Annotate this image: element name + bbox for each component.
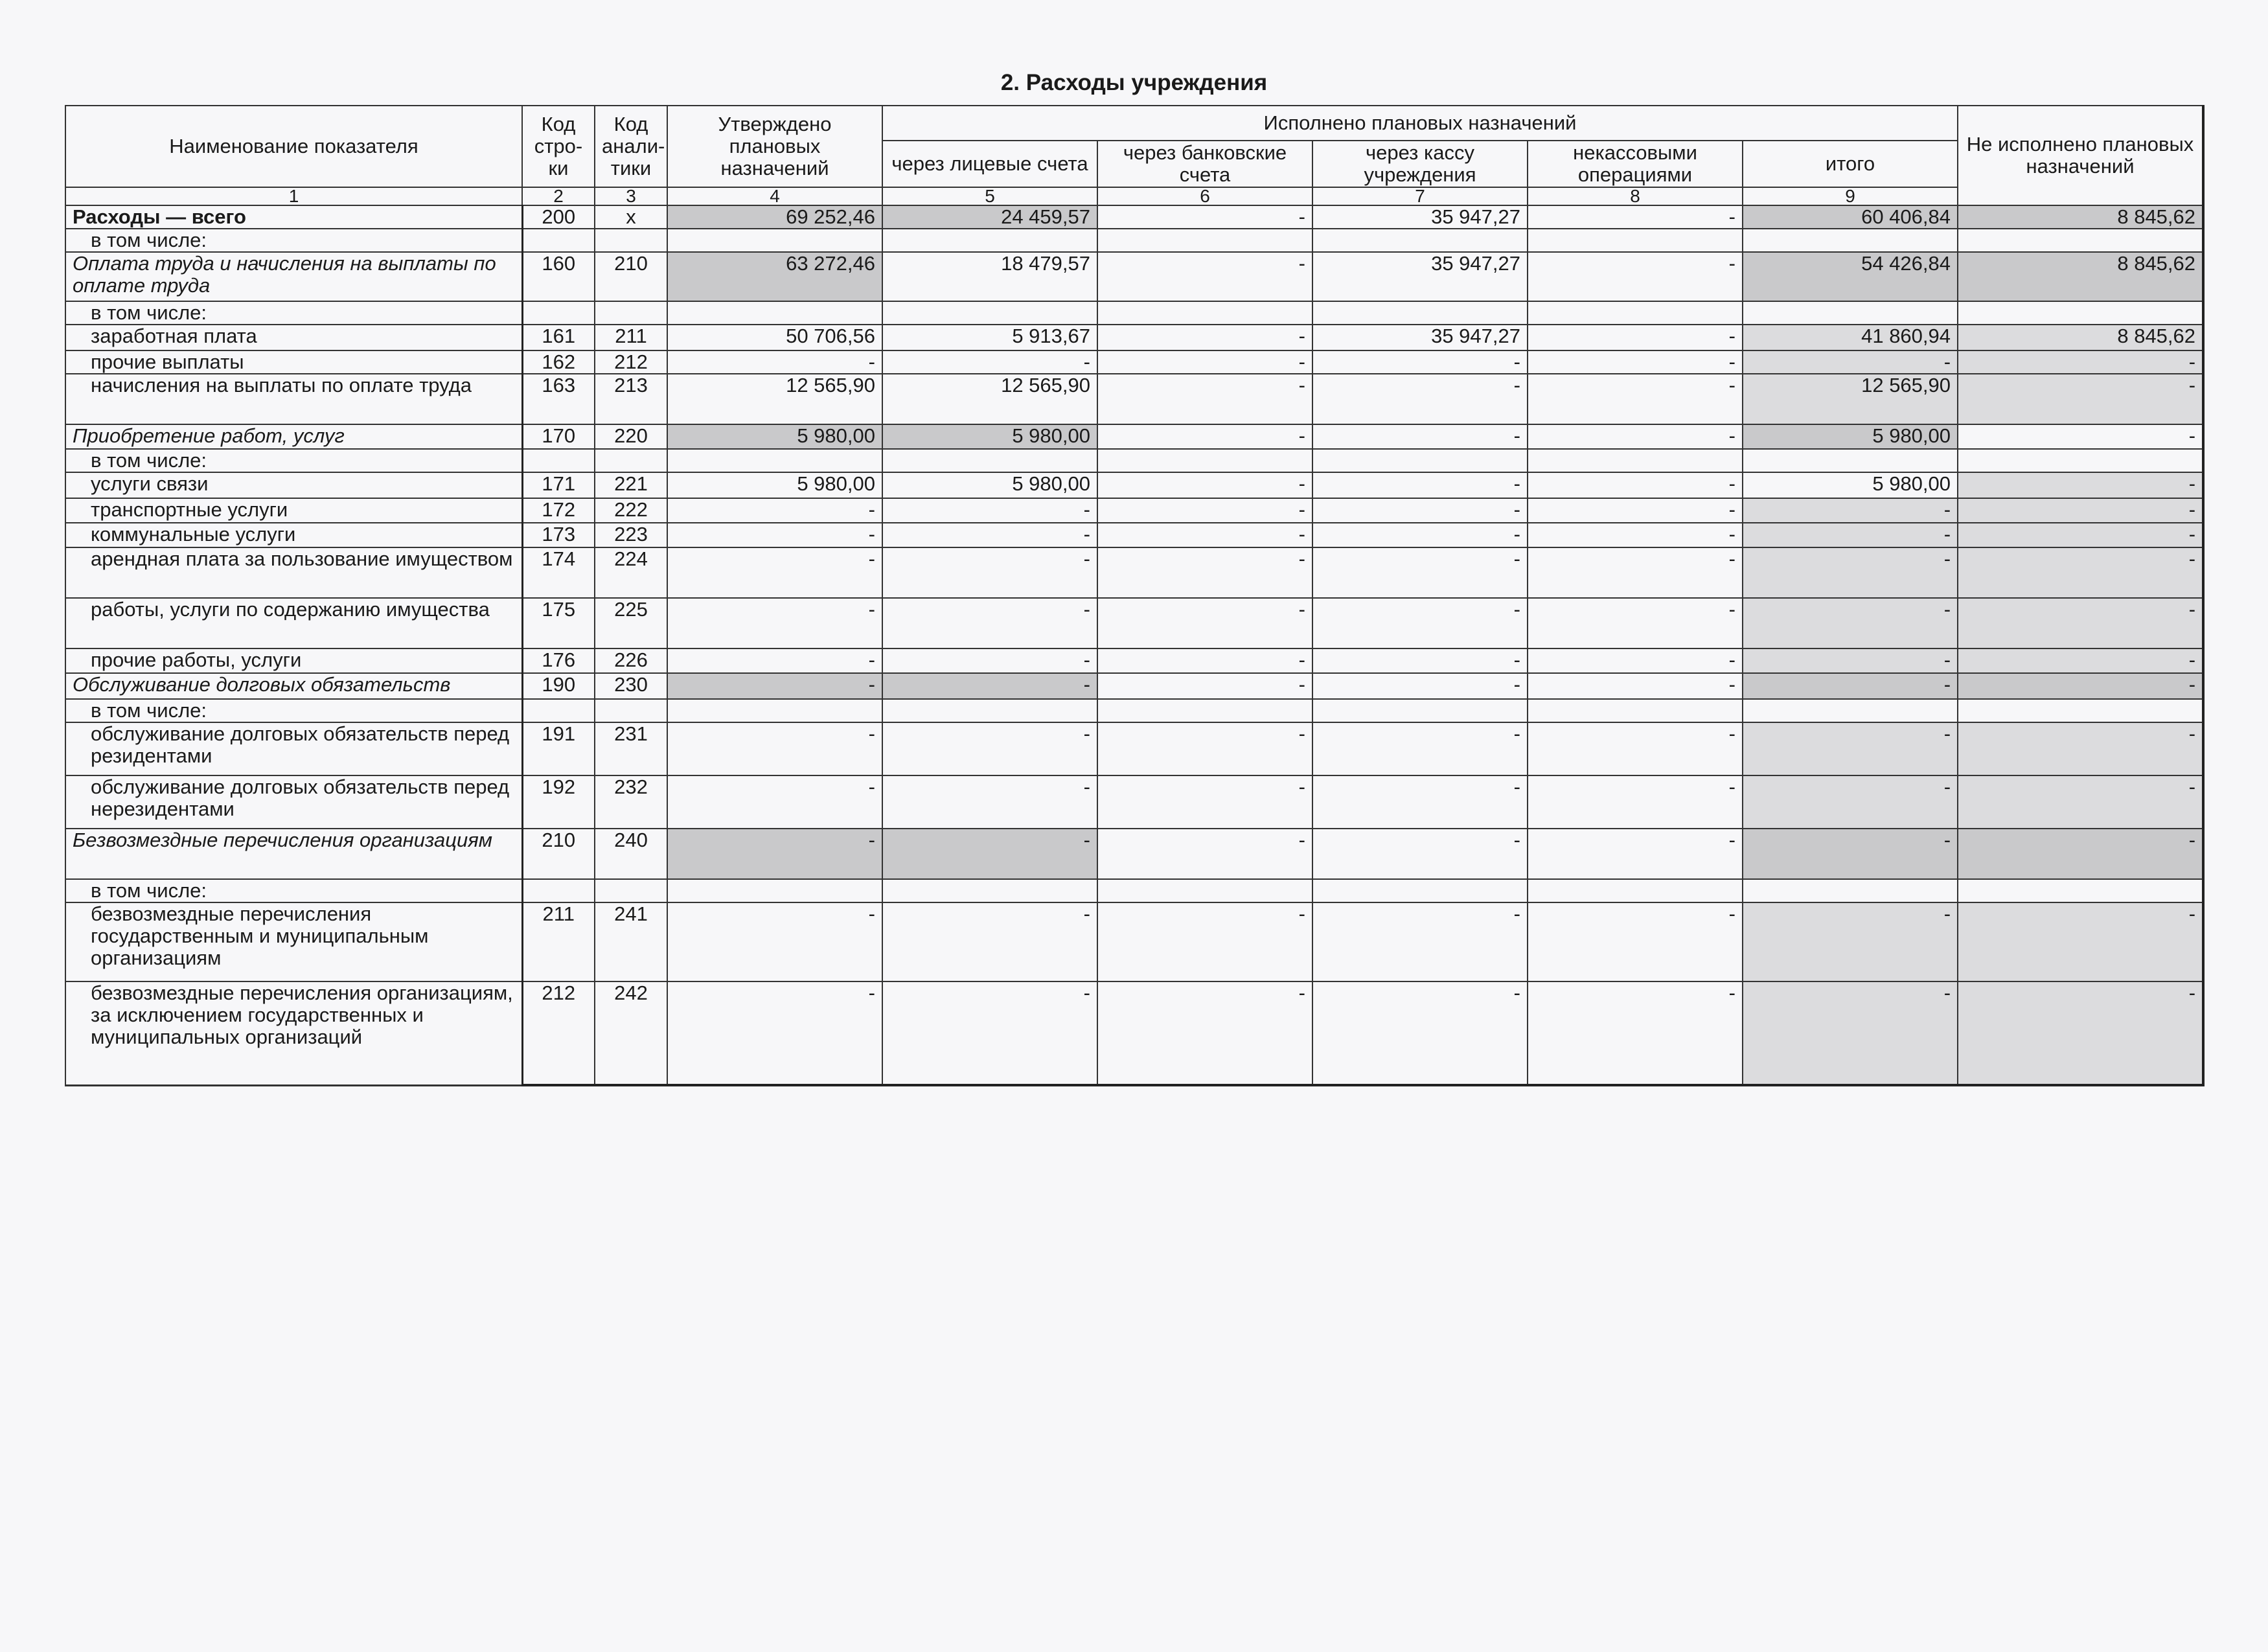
row-value-col8: - [1528,472,1743,498]
row-value-col5 [882,879,1097,902]
row-value-col4: - [667,648,882,673]
row-value-col9: 5 980,00 [1743,424,1958,449]
row-label: прочие работы, услуги [65,648,522,673]
row-value-col6 [1097,229,1312,252]
row-value-col4: 5 980,00 [667,472,882,498]
row-value-col9: - [1743,350,1958,374]
row-line-code: 212 [522,981,595,1085]
row-line-code [522,699,595,722]
header-via-personal: через лицевые счета [882,141,1097,187]
row-value-col4: - [667,523,882,547]
row-value-col7 [1312,879,1528,902]
row-value-col6: - [1097,523,1312,547]
row-value-col6: - [1097,722,1312,775]
table-row [65,902,2203,981]
table-row [65,775,2203,829]
row-line-code: 172 [522,498,595,523]
row-value-col9: - [1743,902,1958,981]
row-value-col10 [1958,301,2203,325]
row-label: обслуживание долговых обязательств перед резидентами [65,722,522,775]
row-value-col5: - [882,829,1097,879]
row-value-col9: - [1743,523,1958,547]
table-row [65,498,2203,523]
row-label: Расходы — всего [65,205,522,229]
row-value-col6: - [1097,902,1312,981]
row-value-col8: - [1528,547,1743,598]
col-number: 6 [1097,187,1312,205]
header-noncash: некассовыми операциями [1528,141,1743,187]
expenses-table [65,105,2205,1086]
table-row [65,301,2203,325]
row-line-code: 173 [522,523,595,547]
row-analytics-code: 225 [595,598,667,648]
row-analytics-code: 232 [595,775,667,829]
col-number: 1 [65,187,522,205]
row-value-col6: - [1097,205,1312,229]
row-value-col5: 24 459,57 [882,205,1097,229]
row-line-code [522,229,595,252]
row-value-col4 [667,229,882,252]
header-via-bank: через банковские счета [1097,141,1312,187]
row-value-col6: - [1097,374,1312,424]
row-value-col9: 41 860,94 [1743,325,1958,350]
row-value-col4: 12 565,90 [667,374,882,424]
row-value-col5: - [882,648,1097,673]
row-value-col4: - [667,598,882,648]
row-value-col10: - [1958,902,2203,981]
row-value-col4: - [667,902,882,981]
row-value-col5: 5 980,00 [882,472,1097,498]
row-line-code: 200 [522,205,595,229]
row-value-col9: 54 426,84 [1743,252,1958,301]
row-line-code: 176 [522,648,595,673]
row-analytics-code [595,699,667,722]
row-value-col6 [1097,879,1312,902]
row-value-col9: - [1743,648,1958,673]
row-line-code: 171 [522,472,595,498]
row-value-col4: - [667,775,882,829]
row-value-col8 [1528,879,1743,902]
row-value-col7: - [1312,350,1528,374]
header-executed: Исполнено плановых назначений [882,106,1958,141]
header-approved: Утверждено плановых назначений [667,106,882,187]
row-label: арендная плата за пользование имуществом [65,547,522,598]
row-value-col5: - [882,598,1097,648]
row-value-col5 [882,229,1097,252]
row-analytics-code: 241 [595,902,667,981]
row-label: прочие выплаты [65,350,522,374]
row-value-col10: - [1958,829,2203,879]
row-value-col5: 5 980,00 [882,424,1097,449]
row-value-col9: 12 565,90 [1743,374,1958,424]
row-analytics-code: 222 [595,498,667,523]
row-label: коммунальные услуги [65,523,522,547]
row-analytics-code: 226 [595,648,667,673]
row-value-col8 [1528,449,1743,472]
row-line-code: 160 [522,252,595,301]
row-value-col8 [1528,229,1743,252]
row-value-col7: 35 947,27 [1312,252,1528,301]
col-number: 8 [1528,187,1743,205]
row-line-code: 190 [522,673,595,699]
row-value-col5 [882,449,1097,472]
row-value-col5: - [882,722,1097,775]
row-value-col6: - [1097,252,1312,301]
row-value-col10: - [1958,498,2203,523]
row-line-code: 174 [522,547,595,598]
row-value-col7: - [1312,673,1528,699]
row-value-col8 [1528,699,1743,722]
page-title: 2. Расходы учреждения [1000,70,1268,95]
row-line-code [522,301,595,325]
table-row [65,523,2203,547]
row-analytics-code: 224 [595,547,667,598]
row-value-col4 [667,301,882,325]
col-number: 9 [1743,187,1958,205]
row-value-col8: - [1528,598,1743,648]
table-row [65,350,2203,374]
row-value-col10 [1958,449,2203,472]
row-label: в том числе: [65,699,522,722]
col-number: 7 [1312,187,1528,205]
row-analytics-code: 213 [595,374,667,424]
row-line-code: 161 [522,325,595,350]
row-label: в том числе: [65,879,522,902]
row-value-col5: 5 913,67 [882,325,1097,350]
row-value-col8: - [1528,205,1743,229]
row-line-code: 170 [522,424,595,449]
table-row [65,648,2203,673]
row-value-col8: - [1528,498,1743,523]
row-value-col8: - [1528,350,1743,374]
row-value-col4: 5 980,00 [667,424,882,449]
row-value-col8: - [1528,775,1743,829]
row-value-col10: 8 845,62 [1958,205,2203,229]
row-value-col5: - [882,498,1097,523]
table-row [65,598,2203,648]
row-value-col7 [1312,449,1528,472]
row-label: заработная плата [65,325,522,350]
row-value-col10: - [1958,722,2203,775]
row-value-col9: - [1743,981,1958,1085]
row-value-col10 [1958,699,2203,722]
row-value-col8: - [1528,252,1743,301]
header-name: Наименование показателя [65,106,522,187]
row-value-col4: - [667,350,882,374]
table-row [65,699,2203,722]
row-value-col8: - [1528,374,1743,424]
row-line-code: 211 [522,902,595,981]
row-value-col9 [1743,229,1958,252]
row-line-code: 163 [522,374,595,424]
row-value-col8: - [1528,648,1743,673]
row-value-col6: - [1097,775,1312,829]
row-analytics-code: 221 [595,472,667,498]
table-row [65,547,2203,598]
row-value-col9: - [1743,547,1958,598]
row-analytics-code: 210 [595,252,667,301]
row-value-col5 [882,301,1097,325]
table-row [65,325,2203,350]
row-value-col7: 35 947,27 [1312,205,1528,229]
row-value-col9: 60 406,84 [1743,205,1958,229]
row-value-col7: - [1312,981,1528,1085]
row-value-col7 [1312,301,1528,325]
row-value-col6: - [1097,547,1312,598]
col-number: 3 [595,187,667,205]
row-analytics-code: 230 [595,673,667,699]
row-value-col10: - [1958,523,2203,547]
row-value-col7: - [1312,902,1528,981]
row-value-col6: - [1097,472,1312,498]
row-value-col7: - [1312,598,1528,648]
row-analytics-code: 240 [595,829,667,879]
row-value-col7: - [1312,775,1528,829]
row-value-col7: - [1312,648,1528,673]
row-value-col4 [667,699,882,722]
table-row [65,879,2203,902]
row-value-col6: - [1097,498,1312,523]
row-value-col6: - [1097,829,1312,879]
row-analytics-code: 223 [595,523,667,547]
row-value-col10: 8 845,62 [1958,252,2203,301]
row-value-col4 [667,449,882,472]
row-value-col4: - [667,981,882,1085]
row-value-col4: 69 252,46 [667,205,882,229]
row-label: Обслуживание долговых обязательств [65,673,522,699]
row-value-col7: - [1312,374,1528,424]
row-label: в том числе: [65,229,522,252]
row-value-col5: - [882,902,1097,981]
row-value-col4: - [667,547,882,598]
row-value-col7: - [1312,498,1528,523]
row-value-col6 [1097,699,1312,722]
col-number: 4 [667,187,882,205]
row-value-col9: - [1743,829,1958,879]
row-value-col8: - [1528,523,1743,547]
col-number: 2 [522,187,595,205]
row-value-col10: - [1958,374,2203,424]
row-label: безвозмездные перечисления государственным и муниципальным организациям [65,902,522,981]
row-value-col9 [1743,699,1958,722]
row-value-col4: 50 706,56 [667,325,882,350]
row-value-col7: - [1312,829,1528,879]
row-value-col6: - [1097,350,1312,374]
row-value-col10: - [1958,472,2203,498]
header-code-analytics: Код анали-тики [595,106,667,187]
row-analytics-code [595,879,667,902]
row-value-col5: 12 565,90 [882,374,1097,424]
row-value-col10: - [1958,981,2203,1085]
table-row [65,374,2203,424]
row-analytics-code [595,449,667,472]
row-label: в том числе: [65,301,522,325]
row-value-col4: - [667,829,882,879]
table-row [65,673,2203,699]
row-value-col7 [1312,699,1528,722]
row-value-col10 [1958,229,2203,252]
row-value-col9: - [1743,498,1958,523]
row-value-col7: - [1312,547,1528,598]
row-value-col4: - [667,673,882,699]
row-label: транспортные услуги [65,498,522,523]
row-analytics-code [595,301,667,325]
row-value-col6 [1097,449,1312,472]
table-row [65,981,2203,1085]
row-value-col6 [1097,301,1312,325]
header-not-executed: Не исполнено плановых назначений [1958,106,2203,205]
row-label: обслуживание долговых обязательств перед нерезидентами [65,775,522,829]
row-value-col7: - [1312,472,1528,498]
row-value-col5: - [882,775,1097,829]
table-row [65,205,2203,229]
row-label: работы, услуги по содержанию имущества [65,598,522,648]
row-value-col10: - [1958,547,2203,598]
row-value-col5: - [882,981,1097,1085]
row-analytics-code: 220 [595,424,667,449]
row-line-code: 191 [522,722,595,775]
row-value-col6: - [1097,598,1312,648]
row-value-col8: - [1528,902,1743,981]
row-value-col6: - [1097,325,1312,350]
row-value-col5: - [882,547,1097,598]
row-line-code: 175 [522,598,595,648]
row-value-col10: - [1958,648,2203,673]
row-analytics-code: 242 [595,981,667,1085]
row-label: услуги связи [65,472,522,498]
header-via-cash: через кассу учреждения [1312,141,1528,187]
table-row [65,449,2203,472]
row-value-col5: - [882,523,1097,547]
row-label: безвозмездные перечисления организациям, за исключением государственных и муниципальных организаций [65,981,522,1085]
row-label: Безвозмездные перечисления организациям [65,829,522,879]
row-value-col7: - [1312,523,1528,547]
table-row [65,829,2203,879]
row-label: Оплата труда и начисления на выплаты по оплате труда [65,252,522,301]
row-value-col9: - [1743,673,1958,699]
row-value-col4: - [667,722,882,775]
row-value-col10: - [1958,775,2203,829]
row-value-col5: 18 479,57 [882,252,1097,301]
row-value-col7: 35 947,27 [1312,325,1528,350]
row-analytics-code: x [595,205,667,229]
col-number: 5 [882,187,1097,205]
row-value-col7: - [1312,722,1528,775]
row-label: в том числе: [65,449,522,472]
row-label: Приобретение работ, услуг [65,424,522,449]
header-code-line: Код стро-ки [522,106,595,187]
row-value-col5 [882,699,1097,722]
row-value-col10 [1958,879,2203,902]
row-label: начисления на выплаты по оплате труда [65,374,522,424]
row-value-col9 [1743,879,1958,902]
row-value-col6: - [1097,981,1312,1085]
table-row [65,424,2203,449]
row-value-col9: - [1743,775,1958,829]
row-value-col10: - [1958,424,2203,449]
row-value-col10: 8 845,62 [1958,325,2203,350]
row-value-col4: - [667,498,882,523]
row-value-col4: 63 272,46 [667,252,882,301]
row-value-col10: - [1958,598,2203,648]
row-value-col6: - [1097,424,1312,449]
table-row [65,722,2203,775]
row-value-col8: - [1528,424,1743,449]
row-value-col9: - [1743,722,1958,775]
row-value-col6: - [1097,648,1312,673]
table-row [65,252,2203,301]
row-value-col6: - [1097,673,1312,699]
row-value-col5: - [882,673,1097,699]
row-line-code: 162 [522,350,595,374]
row-value-col4 [667,879,882,902]
row-analytics-code: 212 [595,350,667,374]
row-value-col8: - [1528,673,1743,699]
row-value-col8 [1528,301,1743,325]
row-value-col5: - [882,350,1097,374]
table-row [65,229,2203,252]
header-total: итого [1743,141,1958,187]
row-analytics-code: 231 [595,722,667,775]
row-value-col9: - [1743,598,1958,648]
row-line-code [522,449,595,472]
row-value-col7 [1312,229,1528,252]
row-value-col8: - [1528,722,1743,775]
row-value-col9 [1743,301,1958,325]
row-value-col9 [1743,449,1958,472]
row-line-code: 210 [522,829,595,879]
row-line-code [522,879,595,902]
row-analytics-code: 211 [595,325,667,350]
row-value-col10: - [1958,350,2203,374]
row-value-col10: - [1958,673,2203,699]
row-value-col9: 5 980,00 [1743,472,1958,498]
row-value-col8: - [1528,829,1743,879]
row-line-code: 192 [522,775,595,829]
table-row [65,472,2203,498]
row-value-col8: - [1528,981,1743,1085]
row-value-col7: - [1312,424,1528,449]
row-analytics-code [595,229,667,252]
row-value-col8: - [1528,325,1743,350]
